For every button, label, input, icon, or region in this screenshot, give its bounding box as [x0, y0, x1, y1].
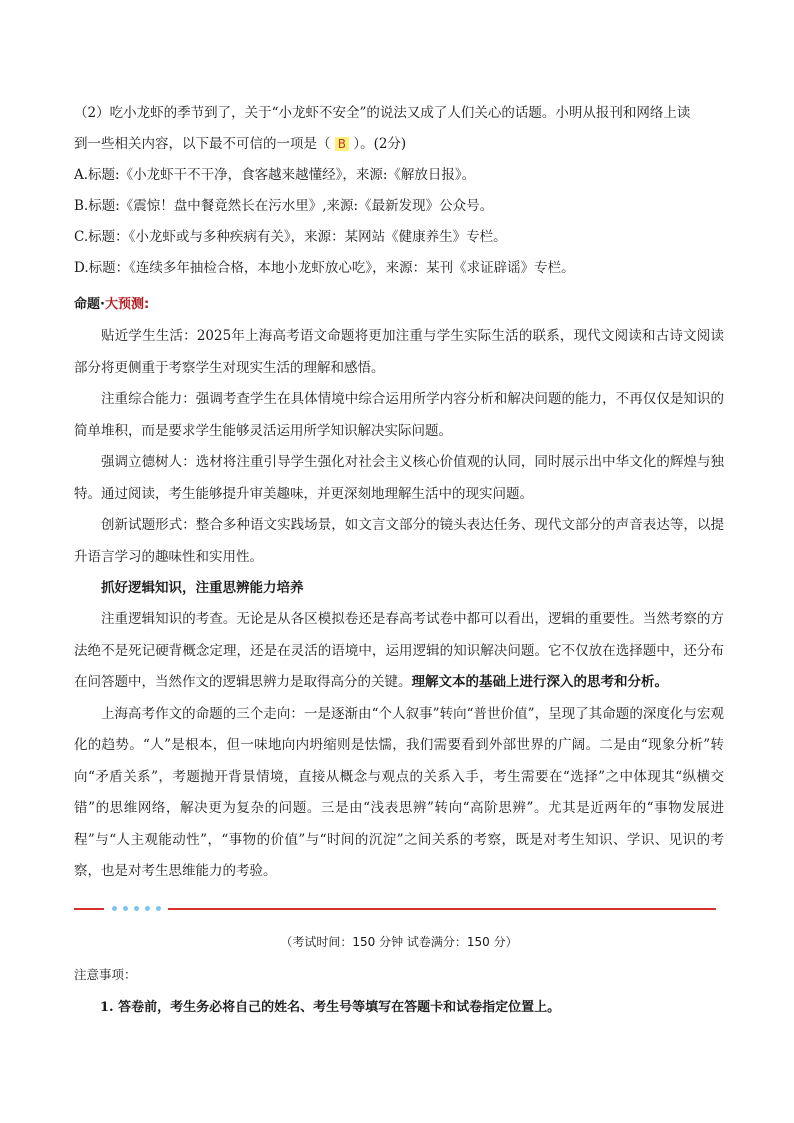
- prediction-paragraph-1: 贴近学生生活：2025年上海高考语文命题将更加注重与学生实际生活的联系，现代文阅读和古诗文阅读部分将更侧重于考察学生对现实生活的理解和感悟。: [74, 328, 724, 376]
- essay-paragraph: 上海高考作文的命题的三个走向：一是逐渐由“个人叙事”转向“普世价值”，呈现了其命题的深度化与宏观化的趋势。“人”是根本，但一味地向内坍缩则是怯懦，我们需要看到外部世界的广阔。二是由“现象分析”转向“矛盾关系”，考题抛开背景情境，直接从概念与观点的关系入手，考生需要在“选择”之中体现其“纵横交错”的思维网络，解决更为复杂的问题。三是由“浅表思辨”转向“高阶思辨”。尤其是近两年的“事物发展进程”与“人主观能动性”，“事物的价值”与“时间的沉淀”之间关系的考察，既是对考生知识、学识、见识的考察，也是对考生思维能力的考验。: [74, 705, 724, 879]
- divider-right-bar: [168, 908, 716, 910]
- divider-dot: [123, 906, 128, 911]
- option-d: D.标题：《连续多年抽检合格，本地小龙虾放心吃》，来源：某刊《求证辟谣》专栏。: [74, 260, 575, 276]
- option-a: A.标题:《小龙虾干不干净，食客越来越懂经》，来源:《解放日报》。: [74, 167, 476, 183]
- document-body: [74, 98, 724, 888]
- option-b: B.标题:《震惊！盘中餐竟然长在污水里》,来源:《最新发现》公众号。: [74, 198, 494, 214]
- notice-item-1: 1. 答卷前，考生务必将自己的姓名、考生号等填写在答题卡和试卷指定位置上。: [100, 1000, 561, 1015]
- prediction-paragraph-4: 创新试题形式：整合多种语文实践场景，如文言文部分的镜头表达任务、现代文部分的声音表达等，以提升语言学习的趣味性和实用性。: [74, 517, 724, 565]
- logic-subtitle: 抓好逻辑知识，注重思辨能力培养: [101, 580, 304, 596]
- question-stem-line1: （2）吃小龙虾的季节到了，关于“小龙虾不安全”的说法又成了人们关心的话题。小明从报刊和网络上读: [74, 105, 691, 121]
- prediction-title-highlight: 大预测:: [104, 297, 150, 312]
- section-divider: [74, 905, 716, 913]
- logic-paragraph: [74, 604, 724, 699]
- divider-dot: [112, 906, 117, 911]
- prediction-paragraph-2: 注重综合能力：强调考查学生在具体情境中综合运用所学内容分析和解决问题的能力，不再仅仅是知识的简单堆积，而是要求学生能够灵活运用所学知识解决实际问题。: [74, 391, 724, 439]
- answer-highlight: B: [335, 137, 349, 151]
- notice-title: 注意事项：: [74, 967, 137, 982]
- divider-dots: [112, 905, 161, 911]
- exam-info: （考试时间：150 分钟 试卷满分：150 分）: [280, 935, 518, 949]
- divider-dot: [134, 906, 139, 911]
- logic-paragraph-text: 注重逻辑知识的考查。无论是从各区模拟卷还是春高考试卷中都可以看出，逻辑的重要性。当然考察的方法绝不是死记硬背概念定理，还是在灵活的语境中，运用逻辑的知识解决问题。它不仅放在选择题中，还分布在问答题中，当然作文的逻辑思辨力是取得高分的关键。: [74, 611, 724, 690]
- divider-dot: [145, 906, 150, 911]
- prediction-title: [74, 289, 724, 321]
- question-stem-before: 到一些相关内容，以下最不可信的一项是（: [74, 136, 335, 152]
- divider-left-bar: [74, 908, 104, 910]
- question-stem-after: ）。(2分): [349, 136, 407, 152]
- prediction-title-prefix: 命题·: [74, 297, 105, 312]
- prediction-paragraph-3: 强调立德树人：选材将注重引导学生强化对社会主义核心价值观的认同，同时展示出中华文化的辉煌与独特。通过阅读，考生能够提升审美趣味，并更深刻地理解生活中的现实问题。: [74, 454, 724, 502]
- question-stem-line2: [74, 129, 724, 160]
- divider-dot: [156, 906, 161, 911]
- option-c: C.标题：《小龙虾或与多种疾病有关》，来源：某网站《健康养生》专栏。: [74, 229, 507, 245]
- logic-paragraph-bold: 理解文本的基础上进行深入的思考和分析。: [411, 674, 668, 690]
